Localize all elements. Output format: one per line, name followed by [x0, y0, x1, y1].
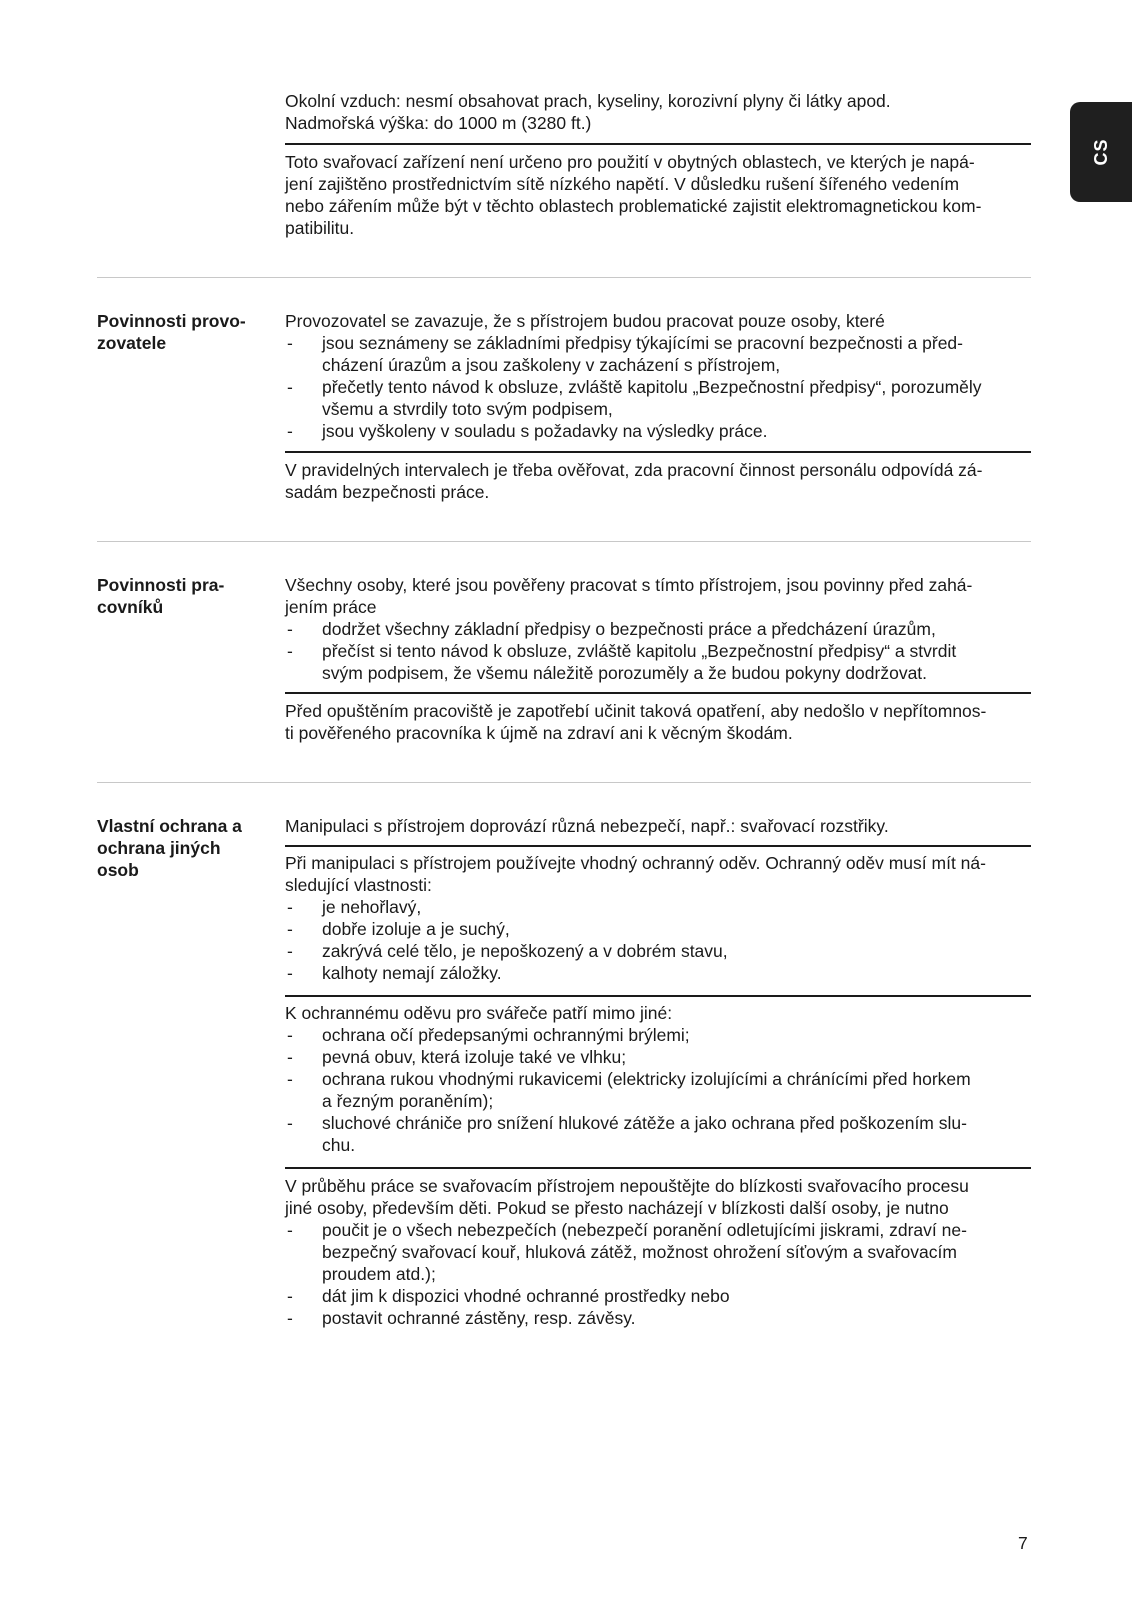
section-divider [97, 277, 1031, 278]
heading-line: Vlastní ochrana a [97, 816, 242, 836]
list-item: - zakrývá celé tělo, je nepoškozený a v dobrém stavu, [287, 941, 728, 961]
text-line: jením práce [285, 597, 377, 617]
language-tab-label: CS [1091, 138, 1111, 166]
self-protection-intro [285, 815, 1031, 837]
heading-line: zovatele [97, 333, 167, 353]
text-line: sledující vlastnosti: [285, 875, 432, 895]
worker-duties-body [285, 574, 1031, 684]
text-line: sadám bezpečnosti práce. [285, 482, 490, 502]
text-line: patibilitu. [285, 218, 355, 238]
bullet-list [285, 332, 1031, 442]
environment-conditions [285, 90, 1031, 134]
list-item: - jsou seznámeny se základními předpisy týkajícími se pracovní bezpečnosti a před- cházení úrazům a jsou zaškoleny v zacházení s přístrojem, [287, 333, 963, 375]
list-item: - ochrana očí předepsanými ochrannými brýlemi; [287, 1025, 690, 1045]
section-heading-operator-duties [97, 310, 267, 354]
text-line: Při manipulaci s přístrojem používejte vhodný ochranný oděv. Ochranný oděv musí mít ná- [285, 853, 986, 873]
text-line: Toto svařovací zařízení není určeno pro použití v obytných oblastech, ve kterých je napá- [285, 152, 975, 172]
welder-clothing-block [285, 1002, 1031, 1156]
section-divider [97, 782, 1031, 783]
heading-line: Povinnosti provo- [97, 311, 246, 331]
bullet-list [285, 1024, 1031, 1156]
section-heading-self-protection [97, 815, 267, 881]
list-item: - kalhoty nemají záložky. [287, 963, 502, 983]
other-persons-block [285, 1175, 1031, 1329]
section-rule [285, 995, 1031, 997]
list-item: - je nehořlavý, [287, 897, 422, 917]
list-item: - dát jim k dispozici vhodné ochranné prostředky nebo [287, 1286, 730, 1306]
section-rule [285, 692, 1031, 694]
list-item: - přečíst si tento návod k obsluze, zvláště kapitolu „Bezpečnostní předpisy“ a stvrdit svým podpisem, že všemu náležitě porozuměly a že budou pokyny dodržovat. [287, 641, 957, 683]
list-item: - přečetly tento návod k obsluze, zvláště kapitolu „Bezpečnostní předpisy“, porozuměly všemu a stvrdily toto svým podpisem, [287, 377, 982, 419]
text-line: K ochrannému oděvu pro svářeče patří mimo jiné: [285, 1003, 673, 1023]
text-line: ti pověřeného pracovníka k újmě na zdraví ani k věcným škodám. [285, 723, 793, 743]
bullet-list [285, 896, 1031, 984]
list-item: - pevná obuv, která izoluje také ve vlhku; [287, 1047, 627, 1067]
page-number: 7 [1018, 1533, 1028, 1553]
section-divider [97, 541, 1031, 542]
list-item: - dodržet všechny základní předpisy o bezpečnosti práce a předcházení úrazům, [287, 619, 936, 639]
text-line: Okolní vzduch: nesmí obsahovat prach, kyseliny, korozivní plyny či látky apod. [285, 91, 891, 111]
heading-line: osob [97, 860, 139, 880]
list-item: - sluchové chrániče pro snížení hlukové zátěže a jako ochrana před poškozením slu- chu. [287, 1113, 967, 1155]
language-tab [1070, 102, 1132, 202]
operator-duties-note [285, 459, 1031, 503]
list-item: - postavit ochranné zástěny, resp. závěsy. [287, 1308, 636, 1328]
text-line: V pravidelných intervalech je třeba ověřovat, zda pracovní činnost personálu odpovídá zá- [285, 460, 983, 480]
bullet-list [285, 618, 1031, 684]
worker-duties-note [285, 700, 1031, 744]
list-item: - dobře izoluje a je suchý, [287, 919, 510, 939]
text-line: Nadmořská výška: do 1000 m (3280 ft.) [285, 113, 592, 133]
list-item: - jsou vyškoleny v souladu s požadavky na výsledky práce. [287, 421, 768, 441]
list-item: - poučit je o všech nebezpečích (nebezpečí poranění odletujícími jiskrami, zdraví ne- bezpečný svařovací kouř, hluková zátěž, možnost ohrožení síťovým a svařovacím proudem atd.); [287, 1220, 967, 1284]
protective-clothing-block [285, 852, 1031, 984]
heading-line: ochrana jiných [97, 838, 221, 858]
bullet-list [285, 1219, 1031, 1329]
text-line: Manipulaci s přístrojem doprovází různá nebezpečí, např.: svařovací rozstřiky. [285, 816, 889, 836]
emc-note [285, 151, 1031, 239]
text-line: nebo zářením může být v těchto oblastech problematické zajistit elektromagnetickou kom- [285, 196, 982, 216]
heading-line: covníků [97, 597, 164, 617]
heading-line: Povinnosti pra- [97, 575, 225, 595]
list-item: - ochrana rukou vhodnými rukavicemi (elektricky izolujícími a chránícími před horkem a řezným poraněním); [287, 1069, 971, 1111]
text-line: V průběhu práce se svařovacím přístrojem nepouštějte do blízkosti svařovacího procesu [285, 1176, 969, 1196]
text-line: jení zajištěno prostřednictvím sítě nízkého napětí. V důsledku rušení šířeného vedením [285, 174, 960, 194]
operator-duties-body [285, 310, 1031, 442]
section-heading-worker-duties [97, 574, 267, 618]
text-line: jiné osoby, především děti. Pokud se přesto nacházejí v blízkosti další osoby, je nutno [285, 1198, 949, 1218]
text-line: Všechny osoby, které jsou pověřeny pracovat s tímto přístrojem, jsou povinny před zahá- [285, 575, 973, 595]
section-rule [285, 451, 1031, 453]
section-rule [285, 1167, 1031, 1169]
text-line: Provozovatel se zavazuje, že s přístrojem budou pracovat pouze osoby, které [285, 311, 885, 331]
section-rule [285, 143, 1031, 145]
text-line: Před opuštěním pracoviště je zapotřebí učinit taková opatření, aby nedošlo v nepřítomnos- [285, 701, 987, 721]
section-rule [285, 845, 1031, 847]
